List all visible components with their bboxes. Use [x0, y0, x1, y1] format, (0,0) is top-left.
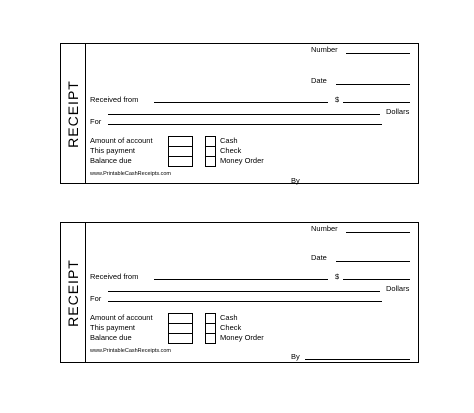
received-from-label: Received from	[90, 95, 139, 104]
received-from-field[interactable]	[154, 279, 328, 280]
date-label: Date	[311, 76, 327, 85]
money-order-label: Money Order	[220, 156, 264, 165]
date-label: Date	[311, 253, 327, 262]
number-field[interactable]	[346, 232, 410, 233]
for-field[interactable]	[108, 301, 382, 302]
website-url: www.PrintableCashReceipts.com	[90, 171, 172, 177]
dollar-sign-label: $	[335, 272, 340, 281]
by-label: By	[291, 176, 300, 185]
check-label: Check	[220, 146, 242, 155]
receipt-form	[60, 222, 419, 363]
receipt-title: RECEIPT	[65, 79, 81, 148]
balance-due-label: Balance due	[90, 156, 132, 165]
amount-field[interactable]	[343, 279, 410, 280]
for-field[interactable]	[108, 124, 382, 125]
check-label: Check	[220, 323, 242, 332]
money-order-checkbox[interactable]	[205, 156, 216, 167]
balance-due-box[interactable]	[168, 333, 193, 344]
receipt-form	[60, 43, 419, 184]
by-label: By	[291, 352, 300, 361]
date-field[interactable]	[336, 84, 410, 85]
receipt-title: RECEIPT	[65, 258, 81, 327]
amount-words-field[interactable]	[108, 114, 380, 115]
receipt-side-panel	[61, 44, 86, 183]
by-signature-field[interactable]	[305, 359, 410, 360]
website-url: www.PrintableCashReceipts.com	[90, 348, 172, 354]
received-from-field[interactable]	[154, 102, 328, 103]
for-label: For	[90, 294, 102, 303]
number-label: Number	[311, 45, 338, 54]
receipt-side-panel	[61, 223, 86, 362]
number-field[interactable]	[346, 53, 410, 54]
number-label: Number	[311, 224, 338, 233]
by-signature-field[interactable]	[305, 183, 410, 184]
amount-field[interactable]	[343, 102, 410, 103]
this-payment-label: This payment	[90, 146, 136, 155]
balance-due-label: Balance due	[90, 333, 132, 342]
amount-of-account-label: Amount of account	[90, 313, 153, 322]
money-order-label: Money Order	[220, 333, 264, 342]
received-from-label: Received from	[90, 272, 139, 281]
for-label: For	[90, 117, 102, 126]
dollars-label: Dollars	[386, 284, 410, 293]
amount-of-account-label: Amount of account	[90, 136, 153, 145]
dollars-label: Dollars	[386, 107, 410, 116]
money-order-checkbox[interactable]	[205, 333, 216, 344]
amount-words-field[interactable]	[108, 291, 380, 292]
cash-label: Cash	[220, 313, 238, 322]
this-payment-label: This payment	[90, 323, 136, 332]
dollar-sign-label: $	[335, 95, 340, 104]
cash-label: Cash	[220, 136, 238, 145]
date-field[interactable]	[336, 261, 410, 262]
balance-due-box[interactable]	[168, 156, 193, 167]
